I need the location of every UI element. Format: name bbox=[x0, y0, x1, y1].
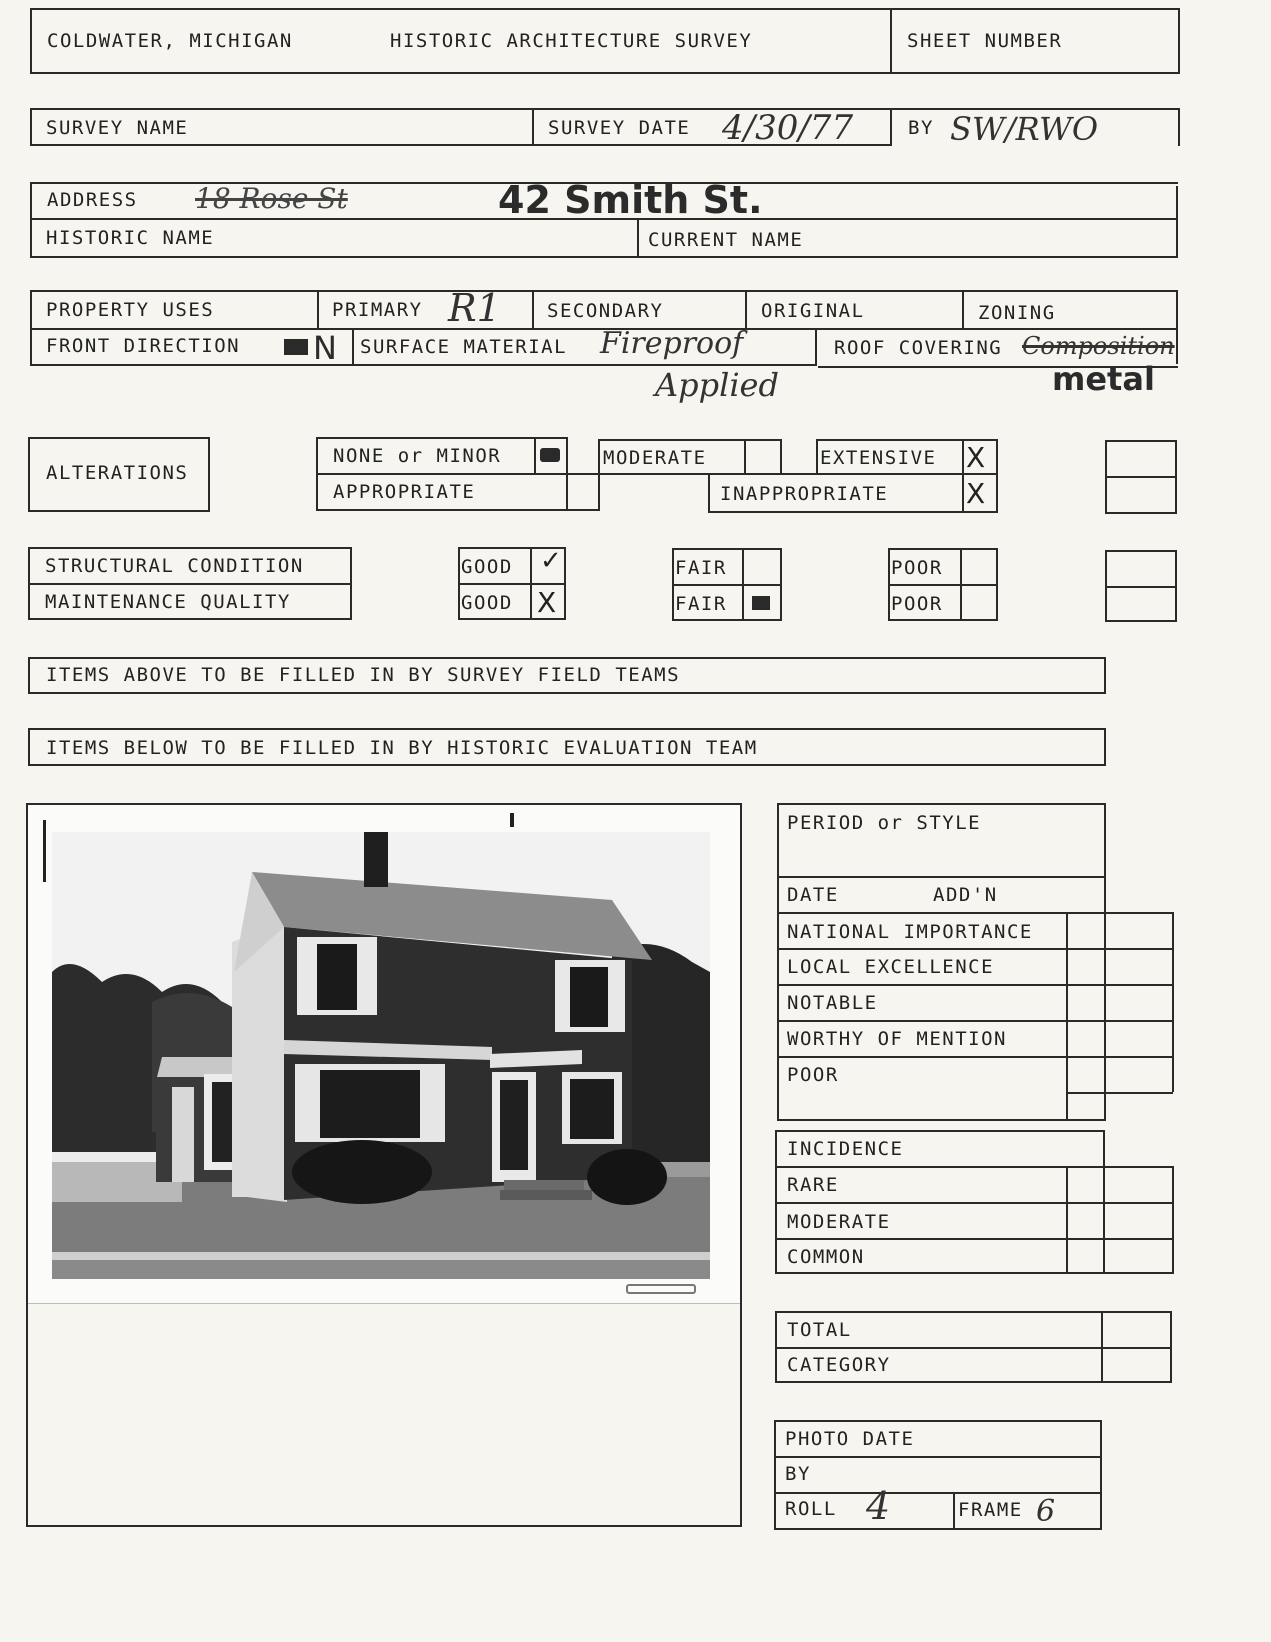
secondary-label: SECONDARY bbox=[547, 300, 664, 322]
structural-poor-label: POOR bbox=[891, 557, 943, 579]
roof-covering-value[interactable]: metal bbox=[1052, 360, 1155, 398]
address-value[interactable]: 42 Smith St. bbox=[498, 178, 763, 222]
survey-name-label: SURVEY NAME bbox=[46, 117, 189, 139]
maintenance-good-label: GOOD bbox=[461, 592, 513, 614]
photo-clip-mark bbox=[626, 1284, 696, 1294]
maintenance-fair-scribble bbox=[752, 596, 770, 610]
addn-label: ADD'N bbox=[933, 884, 998, 906]
address-label: ADDRESS bbox=[47, 189, 138, 211]
incidence-label: INCIDENCE bbox=[787, 1138, 904, 1160]
zoning-label: ZONING bbox=[978, 302, 1056, 324]
maintenance-poor-label: POOR bbox=[891, 593, 943, 615]
rating-poor: POOR bbox=[787, 1064, 839, 1086]
extensive-label: EXTENSIVE bbox=[820, 447, 937, 469]
moderate-label: MODERATE bbox=[603, 447, 707, 469]
total-label: TOTAL bbox=[787, 1319, 852, 1341]
roof-covering-struck: Composition bbox=[1022, 332, 1175, 360]
rating-notable: NOTABLE bbox=[787, 992, 878, 1014]
by-label: BY bbox=[908, 117, 934, 139]
survey-date-value[interactable]: 4/30/77 bbox=[722, 108, 854, 148]
surface-material-label: SURFACE MATERIAL bbox=[360, 336, 568, 358]
primary-value[interactable]: R1 bbox=[448, 286, 501, 330]
category-label: CATEGORY bbox=[787, 1354, 891, 1376]
appropriate-label: APPROPRIATE bbox=[333, 481, 476, 503]
front-direction-scribble bbox=[284, 339, 308, 355]
period-style-label: PERIOD or STYLE bbox=[787, 812, 982, 834]
roll-value[interactable]: 4 bbox=[866, 1484, 891, 1528]
maintenance-good-check[interactable]: X bbox=[537, 586, 557, 619]
form-title: HISTORIC ARCHITECTURE SURVEY bbox=[390, 30, 753, 52]
city-label: COLDWATER, MICHIGAN bbox=[47, 30, 293, 52]
rating-national-importance: NATIONAL IMPORTANCE bbox=[787, 921, 1033, 943]
field-teams-note: ITEMS ABOVE TO BE FILLED IN BY SURVEY FIELD TEAMS bbox=[46, 664, 681, 686]
surveyor-value[interactable]: SW/RWO bbox=[950, 110, 1099, 148]
photo-by-label: BY bbox=[785, 1463, 811, 1485]
extensive-check[interactable]: X bbox=[966, 441, 986, 474]
evaluation-team-note: ITEMS BELOW TO BE FILLED IN BY HISTORIC EVALUATION TEAM bbox=[46, 737, 758, 759]
structural-condition-label: STRUCTURAL CONDITION bbox=[45, 555, 304, 577]
incidence-common: COMMON bbox=[787, 1246, 865, 1268]
surface-material-value-2[interactable]: Applied bbox=[655, 366, 779, 404]
structural-good-check[interactable]: ✓ bbox=[540, 546, 562, 576]
eval-date-label: DATE bbox=[787, 884, 839, 906]
structural-fair-label: FAIR bbox=[675, 557, 727, 579]
original-label: ORIGINAL bbox=[761, 300, 865, 322]
frame-label: FRAME bbox=[958, 1499, 1023, 1521]
survey-date-label: SURVEY DATE bbox=[548, 117, 691, 139]
roll-label: ROLL bbox=[785, 1498, 837, 1520]
alterations-label: ALTERATIONS bbox=[46, 462, 189, 484]
primary-label: PRIMARY bbox=[332, 299, 423, 321]
current-name-label: CURRENT NAME bbox=[648, 229, 804, 251]
roof-covering-label: ROOF COVERING bbox=[834, 337, 1003, 359]
maintenance-quality-label: MAINTENANCE QUALITY bbox=[45, 591, 291, 613]
rating-local-excellence: LOCAL EXCELLENCE bbox=[787, 956, 995, 978]
front-direction-label: FRONT DIRECTION bbox=[46, 335, 241, 357]
photo-corner-mark-left bbox=[43, 820, 46, 882]
none-minor-scribble bbox=[540, 448, 560, 462]
none-minor-label: NONE or MINOR bbox=[333, 445, 502, 467]
historic-name-label: HISTORIC NAME bbox=[46, 227, 215, 249]
inappropriate-check[interactable]: X bbox=[966, 477, 986, 510]
house-photo bbox=[52, 832, 710, 1279]
structural-good-label: GOOD bbox=[461, 556, 513, 578]
maintenance-fair-label: FAIR bbox=[675, 593, 727, 615]
frame-value[interactable]: 6 bbox=[1036, 1494, 1056, 1529]
sheet-number-label: SHEET NUMBER bbox=[907, 30, 1063, 52]
address-struck-value: 18 Rose St bbox=[195, 182, 348, 215]
incidence-moderate: MODERATE bbox=[787, 1211, 891, 1233]
header-divider bbox=[890, 8, 892, 74]
inappropriate-label: INAPPROPRIATE bbox=[720, 483, 889, 505]
rating-worthy-of-mention: WORTHY OF MENTION bbox=[787, 1028, 1007, 1050]
photo-date-label: PHOTO DATE bbox=[785, 1428, 915, 1450]
incidence-rare: RARE bbox=[787, 1174, 839, 1196]
photo-corner-mark-top bbox=[510, 813, 514, 827]
front-direction-value[interactable]: N bbox=[313, 329, 337, 367]
property-uses-label: PROPERTY USES bbox=[46, 299, 215, 321]
surface-material-value[interactable]: Fireproof bbox=[600, 326, 744, 361]
